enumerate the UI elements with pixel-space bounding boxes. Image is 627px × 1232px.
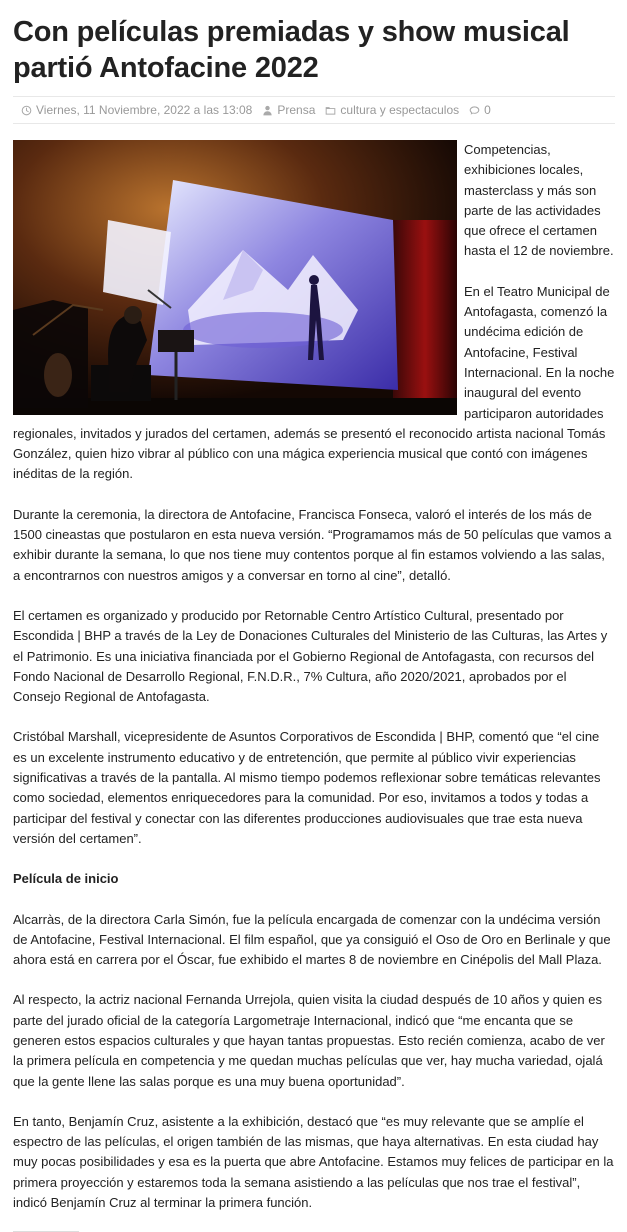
clock-icon xyxy=(21,105,32,116)
article-lead: Competencias, exhibiciones locales, masterclass y más son parte de las actividades que ofrece el certamen hasta el 12 de noviembre. xyxy=(464,142,614,259)
user-icon xyxy=(262,105,273,116)
article-meta xyxy=(13,96,615,124)
comment-icon xyxy=(469,105,480,116)
meta-comments-count[interactable]: 0 xyxy=(484,103,491,117)
article-content xyxy=(13,140,615,1232)
meta-date-text: Viernes, 11 Noviembre, 2022 a las 13:08 xyxy=(36,103,253,117)
meta-comments[interactable] xyxy=(469,103,491,117)
meta-date xyxy=(21,103,252,117)
article-paragraph: Alcarràs, de la directora Carla Simón, fue la película encargada de comenzar con la undécima versión de Antofacine, Festival Internacional. El film español, que ya consiguió el Oso de Oro en Berlinale y que ahora está en carrera por el Óscar, fue exhibido el martes 8 de noviembre en Cinépolis del Mall Plaza. xyxy=(13,911,611,968)
article-paragraph: Al respecto, la actriz nacional Fernanda Urrejola, quien visita la ciudad después de 10 años y quien es parte del jurado oficial de la categoría Largometraje Internacional, indicó que “me encanta que se generen estos espacios culturales y que hayan tantas propuestas. Esto recién comienza, acabo de ver la primera película en competencia y me quedan muchas películas que ver, hay mucha variedad, ojalá que la gente llene las salas porque es una muy buena oportunidad”. xyxy=(13,992,605,1089)
article-paragraph: El certamen es organizado y producido por Retornable Centro Artístico Cultural, presentado por Escondida | BHP a través de la Ley de Donaciones Culturales del Ministerio de las Culturas, las Artes y el Patrimonio. Es una iniciativa financiada por el Gobierno Regional de Antofagasta, con recursos del Fondo Nacional de Desarrollo Regional, F.N.D.R., 7% Cultura, año 2020/2021, aprobados por el Consejo Regional de Antofagasta. xyxy=(13,607,608,705)
article-paragraph: En tanto, Benjamín Cruz, asistente a la exhibición, destacó que “es muy relevante que se amplíe el espectro de las películas, el origen también de las mismas, que haya alternativas. En esta ciudad hay muy pocas posibilidades y esa es la puerta que abre Antofacine. Estamos muy felices de participar en la primera proyección y estaremos toda la semana asistiendo a las películas que nos trae el festival”, indicó Benjamín Cruz al terminar la primera función. xyxy=(13,1113,614,1211)
folder-icon xyxy=(325,105,336,116)
article-title: Con películas premiadas y show musical partió Antofacine 2022 xyxy=(13,16,570,84)
article-paragraph: En el Teatro Municipal de Antofagasta, comenzó la undécima edición de Antofacine, Festival Internacional. En la noche inaugural del evento participaron autoridades regionales, invitados y jurados del certamen, además se presentó el reconocido artista nacional Tomás González, quien hizo vibrar al público con una mágica experiencia musical que contó con imágenes inéditas de la región. xyxy=(13,283,615,482)
section-subheading: Película de inicio xyxy=(13,871,119,887)
meta-author[interactable] xyxy=(262,103,315,117)
meta-author-text[interactable]: Prensa xyxy=(277,103,316,117)
meta-category-text[interactable]: cultura y espectaculos xyxy=(340,103,460,117)
meta-category[interactable] xyxy=(325,103,459,117)
article-image xyxy=(13,140,457,415)
article-paragraph: Cristóbal Marshall, vicepresidente de Asuntos Corporativos de Escondida | BHP, comentó que “el cine es un excelente instrumento educativo y de entretención, que permite al público vivir experiencias significativas a través de la pantalla. Al mismo tiempo podemos reflexionar sobre temáticas relevantes como sociedad, elementos enriquecedores para la comunidad. Por eso, invitamos a todos y todas a participar del festival y conectar con las diferentes producciones audiovisuales que trae esta nueva versión del certamen”. xyxy=(13,729,601,846)
article-paragraph: Durante la ceremonia, la directora de Antofacine, Francisca Fonseca, valoró el interés de los más de 1500 cineastas que postularon en esta nueva versión. “Programamos más de 50 películas que vamos a exhibir durante la semana, lo que nos tiene muy contentos porque al fin estamos volviendo a las salas, a encontrarnos con nuestros amigos y a conversar en torno al cine”, detalló. xyxy=(13,506,612,583)
